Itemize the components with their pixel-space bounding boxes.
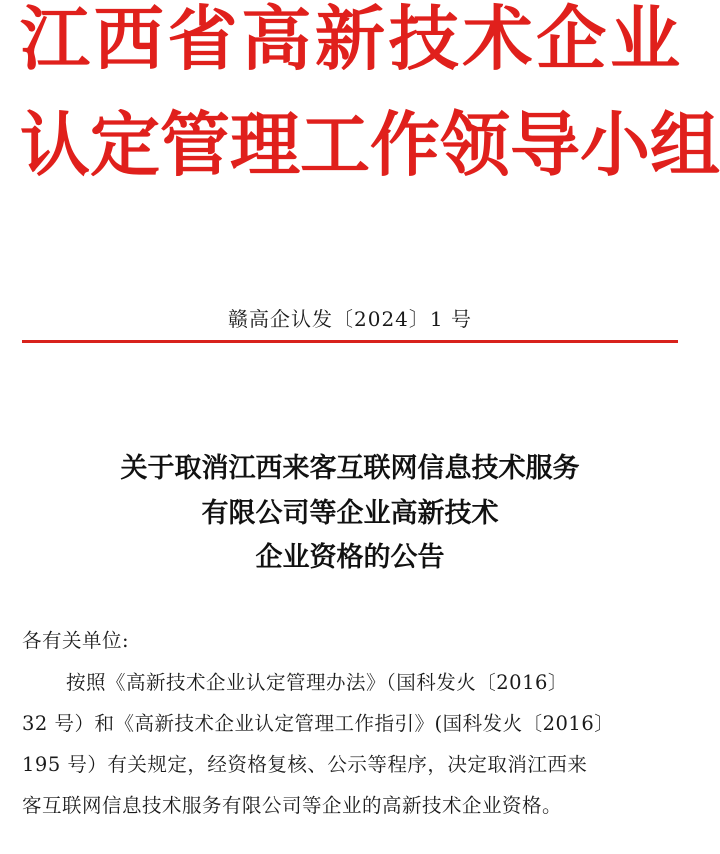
header-char: 术 (462, 0, 533, 80)
header-char: 认 (20, 103, 90, 186)
salutation: 各有关单位: (22, 629, 130, 652)
header-char: 作 (370, 103, 440, 186)
document-number: 赣高企认发〔2024〕1 号 (228, 307, 472, 331)
title-line-2: 有限公司等企业高新技术 (201, 498, 499, 529)
header-char: 导 (510, 103, 580, 186)
header-char: 省 (167, 0, 238, 80)
header-char: 技 (388, 0, 459, 80)
issuing-authority-line-1 (20, 0, 680, 80)
header-char: 工 (300, 103, 370, 186)
header-char: 业 (610, 0, 680, 80)
issuing-authority-line-2 (20, 103, 720, 186)
body-line-2: 32 号）和《高新技术企业认定管理工作指引》(国科发火〔2016〕 (22, 712, 615, 735)
header-char: 企 (536, 0, 607, 80)
header-char: 组 (650, 103, 720, 186)
body-paragraph (22, 662, 678, 826)
red-divider (22, 340, 678, 343)
header-char: 高 (241, 0, 312, 80)
header-char: 新 (315, 0, 385, 80)
body-line-4: 客互联网信息技术服务有限公司等企业的高新技术企业资格。 (22, 794, 563, 817)
header-char: 定 (90, 103, 160, 186)
header-char: 理 (230, 103, 300, 186)
body-line-3: 195 号）有关规定，经资格复核、公示等程序，决定取消江西来 (22, 753, 588, 776)
body-line-1: 按照《高新技术企业认定管理办法》（国科发火〔2016〕 (66, 671, 568, 694)
title-line-1: 关于取消江西来客互联网信息技术服务 (120, 453, 580, 484)
header-char: 领 (440, 103, 510, 186)
title-line-3: 企业资格的公告 (255, 542, 445, 573)
header-char: 西 (93, 0, 164, 80)
header-char: 江 (20, 0, 90, 80)
header-char: 管 (160, 103, 230, 186)
header-char: 小 (580, 103, 650, 186)
